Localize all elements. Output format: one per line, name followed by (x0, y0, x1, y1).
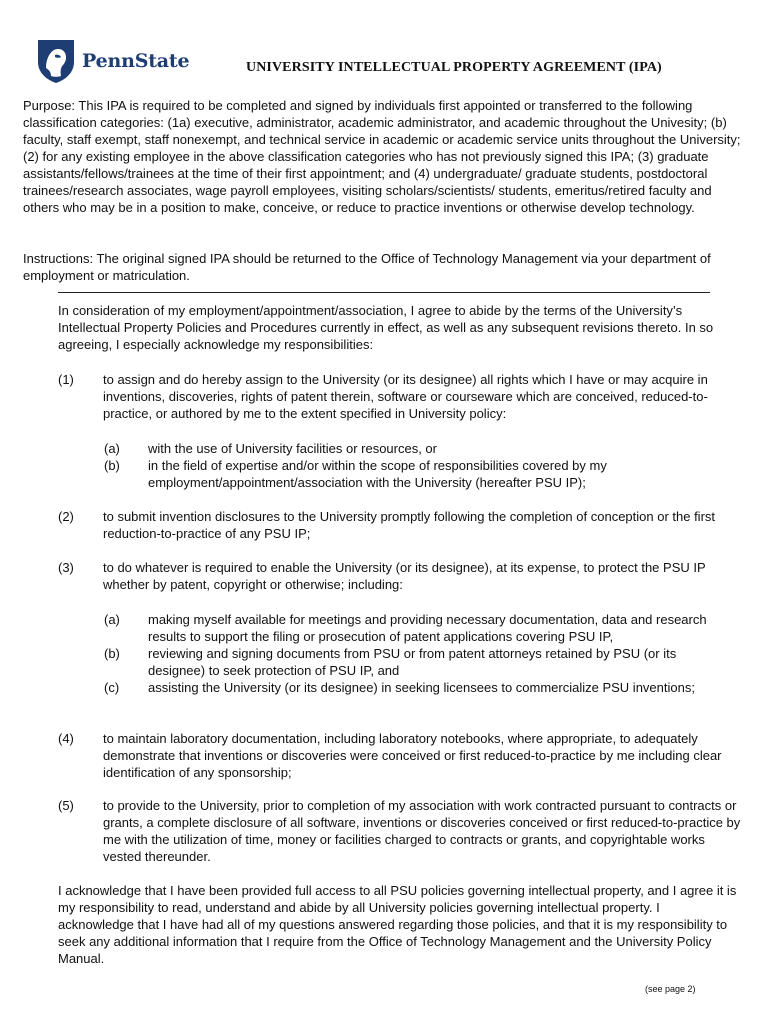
item-number: (3) (58, 560, 74, 575)
sub-item-letter: (a) (104, 441, 120, 456)
pennstate-logo (36, 38, 189, 84)
sub-item-text: assisting the University (or its designee) in seeking licensees to commercialize PSU inventions; (148, 680, 695, 695)
sub-item-letter: (a) (104, 612, 120, 627)
sub-item-text: reviewing and signing documents from PSU or from patent attorneys retained by PSU (or its designee) to seek protection of PSU IP, and (148, 646, 677, 678)
item-number: (2) (58, 509, 74, 524)
document-title: UNIVERSITY INTELLECTUAL PROPERTY AGREEMENT (IPA) (246, 60, 662, 75)
acknowledgement-paragraph: I acknowledge that I have been provided full access to all PSU policies governing intellectual property, and I agree it is my responsibility to read, understand and abide by all University policies governing intellectual property. I acknowledge that I have had all of my questions answered regarding those policies, and that it is my responsibility to seek any additional information that I require from the Office of Technology Management and the University Policy Manual. (58, 883, 737, 966)
sub-item-letter: (b) (104, 458, 120, 473)
item-text: to maintain laboratory documentation, including laboratory notebooks, where appropriate, to adequately demonstrate that inventions or discoveries were conceived or first reduced-to-practice by me including clear identification of any sponsorship; (103, 731, 722, 780)
item-number: (1) (58, 372, 74, 387)
sub-item-text: in the field of expertise and/or within the scope of responsibilities covered by my employment/appointment/association with the University (hereafter PSU IP); (148, 458, 607, 490)
sub-item-letter: (c) (104, 680, 120, 695)
logo-wordmark: PennState (82, 50, 190, 72)
item-number: (5) (58, 798, 74, 813)
nittany-lion-shield-icon (36, 38, 76, 84)
item-text: to assign and do hereby assign to the University (or its designee) all rights which I have or may acquire in inventions, discoveries, rights of patent therein, software or courseware which are conceived, reduced-to-practice, or authored by me to the extent specified in University policy: (103, 372, 708, 421)
sub-item-text: with the use of University facilities or resources, or (148, 441, 437, 456)
purpose-paragraph: Purpose: This IPA is required to be completed and signed by individuals first appointed or transferred to the following classification categories: (1a) executive, administrator, academic administrator, and academic throughout the Univesity; (b) faculty, staff exempt, staff nonexempt, and technical service in academic or academic service units throughout the University; (2) for any existing employee in the above classification categories who has not previously signed this IPA; (3) graduate assistants/fellows/trainees at the time of their first appointment; and (4) undergraduate/ graduate students, postdoctoral trainees/research associates, wage payroll employees, visiting scholars/scientists/ students, emeritus/retired faculty and others who may be in a position to make, conceive, or reduce to practice inventions or otherwise develop technology. (23, 98, 741, 215)
sub-item-text: making myself available for meetings and providing necessary documentation, data and research results to support the filing or prosecution of patent applications covering PSU IP, (148, 612, 707, 644)
instructions-paragraph: Instructions: The original signed IPA should be returned to the Office of Technology Management via your department of employment or matriculation. (23, 251, 711, 283)
item-text: to provide to the University, prior to completion of my association with work contracted pursuant to contracts or grants, a complete disclosure of all software, inventions or discoveries conceived or first reduced-to-practice by me with the utilization of time, money or facilities charged to contracts or grants, and copyrightable works vested thereunder. (103, 798, 741, 864)
item-text: to do whatever is required to enable the University (or its designee), at its expense, to protect the PSU IP whether by patent, copyright or otherwise; including: (103, 560, 706, 592)
item-text: to submit invention disclosures to the University promptly following the completion of conception or the first reduction-to-practice of any PSU IP; (103, 509, 716, 541)
page-continuation-note: (see page 2) (645, 984, 696, 994)
item-number: (4) (58, 731, 74, 746)
intro-paragraph: In consideration of my employment/appointment/association, I agree to abide by the terms of the University’s Intellectual Property Policies and Procedures currently in effect, as well as any subsequent revisions thereto. In so agreeing, I especially acknowledge my responsibilities: (58, 303, 714, 352)
sub-item-letter: (b) (104, 646, 120, 661)
horizontal-divider (58, 292, 710, 293)
